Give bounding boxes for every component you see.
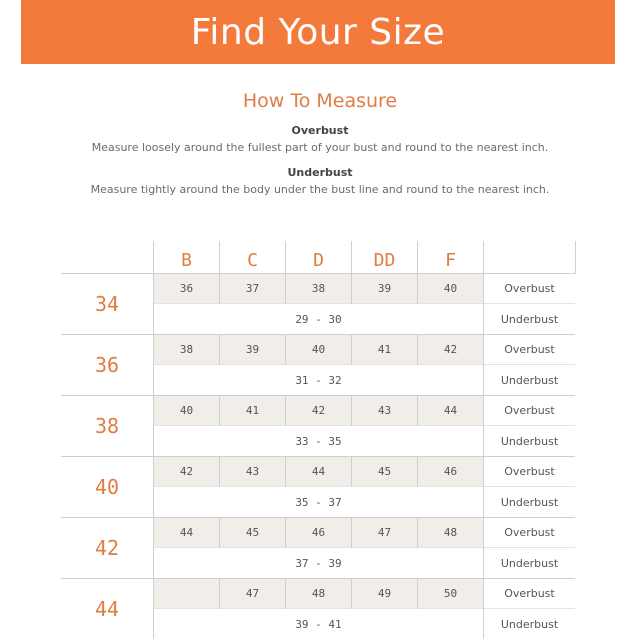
cup-header: DD [352,241,418,274]
overbust-row [61,579,575,609]
header-blank [61,241,154,274]
underbust-label: Underbust [484,609,576,640]
how-to-measure-section [0,90,640,196]
overbust-label: Overbust [484,396,576,426]
overbust-label: Overbust [484,457,576,487]
underbust-term: Underbust [287,166,353,179]
overbust-cell: 49 [352,579,418,609]
overbust-row [61,457,575,487]
underbust-label: Underbust [484,365,576,396]
underbust-range: 35 - 37 [154,487,484,518]
overbust-label: Overbust [484,579,576,609]
overbust-term: Overbust [291,124,349,137]
overbust-cell: 42 [418,335,484,365]
band-size: 42 [61,518,154,579]
cup-header: C [220,241,286,274]
overbust-cell: 45 [352,457,418,487]
underbust-label: Underbust [484,426,576,457]
overbust-cell: 47 [352,518,418,548]
overbust-description: Measure loosely around the fullest part of your bust and round to the nearest inch. [91,141,549,154]
underbust-label: Underbust [484,548,576,579]
overbust-cell: 50 [418,579,484,609]
overbust-cell: 44 [286,457,352,487]
how-to-measure-heading: How To Measure [242,90,398,112]
cup-header: D [286,241,352,274]
cup-header: F [418,241,484,274]
cup-header-row [61,241,575,274]
underbust-range: 37 - 39 [154,548,484,579]
overbust-cell: 43 [220,457,286,487]
overbust-cell: 41 [352,335,418,365]
overbust-cell: 46 [418,457,484,487]
overbust-row [61,396,575,426]
page-title: Find Your Size [190,11,446,53]
overbust-cell: 43 [352,396,418,426]
underbust-label: Underbust [484,304,576,335]
overbust-cell: 38 [286,274,352,304]
overbust-cell: 42 [286,396,352,426]
overbust-cell: 38 [154,335,220,365]
overbust-cell: 40 [418,274,484,304]
overbust-cell: 48 [286,579,352,609]
band-size: 40 [61,457,154,518]
overbust-label: Overbust [484,518,576,548]
overbust-cell [154,579,220,609]
band-size: 38 [61,396,154,457]
title-banner [21,0,615,64]
overbust-cell: 40 [154,396,220,426]
underbust-label: Underbust [484,487,576,518]
overbust-cell: 47 [220,579,286,609]
underbust-description: Measure tightly around the body under the bust line and round to the nearest inch. [90,183,550,196]
overbust-row [61,274,575,304]
underbust-range: 39 - 41 [154,609,484,640]
overbust-cell: 36 [154,274,220,304]
overbust-row [61,518,575,548]
overbust-cell: 39 [352,274,418,304]
overbust-cell: 39 [220,335,286,365]
underbust-range: 33 - 35 [154,426,484,457]
underbust-range: 29 - 30 [154,304,484,335]
overbust-cell: 44 [418,396,484,426]
band-size: 34 [61,274,154,335]
overbust-label: Overbust [484,274,576,304]
overbust-row [61,335,575,365]
header-blank [484,241,576,274]
overbust-cell: 46 [286,518,352,548]
overbust-cell: 41 [220,396,286,426]
band-size: 36 [61,335,154,396]
overbust-label: Overbust [484,335,576,365]
overbust-cell: 42 [154,457,220,487]
band-size: 44 [61,579,154,640]
overbust-cell: 48 [418,518,484,548]
size-chart-table [61,241,576,639]
cup-header: B [154,241,220,274]
overbust-cell: 44 [154,518,220,548]
overbust-cell: 45 [220,518,286,548]
underbust-range: 31 - 32 [154,365,484,396]
overbust-cell: 40 [286,335,352,365]
overbust-cell: 37 [220,274,286,304]
